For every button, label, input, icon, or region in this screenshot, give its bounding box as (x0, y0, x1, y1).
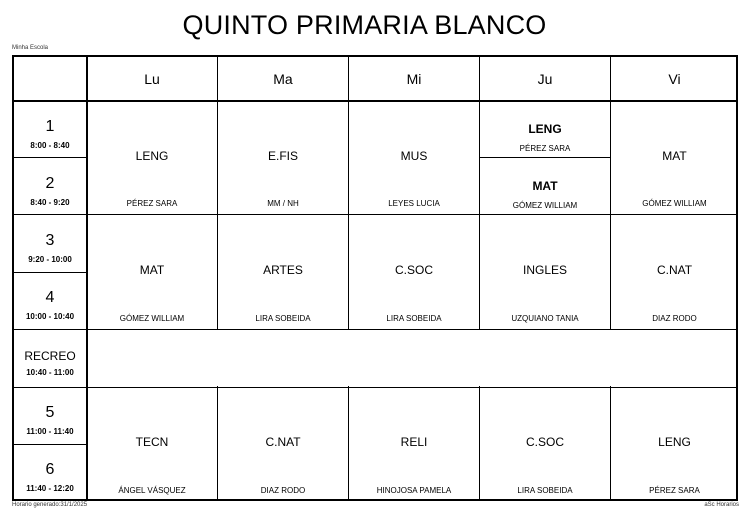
day-header-vi: Vi (668, 70, 681, 87)
teacher: ÁNGEL VÁSQUEZ (118, 486, 186, 495)
recreo-time: 10:40 - 11:00 (26, 368, 74, 377)
lesson-cell (349, 101, 479, 214)
period-4 (14, 289, 86, 322)
lesson-cell (218, 215, 348, 329)
subject: C.SOC (394, 263, 433, 277)
period-number: 3 (45, 232, 55, 249)
period-time: 8:40 - 9:20 (30, 198, 70, 207)
period-time: 11:00 - 11:40 (26, 427, 74, 436)
period-2 (14, 175, 86, 208)
lesson-cell-split-bottom (480, 158, 610, 214)
subject: C.SOC (525, 435, 564, 449)
school-name: Minha Escola (12, 45, 49, 51)
grid-line (14, 272, 86, 273)
period-time: 11:40 - 12:20 (26, 484, 74, 493)
lesson-cell (611, 215, 738, 329)
subject: MUS (400, 149, 428, 163)
teacher: PÉREZ SARA (126, 199, 178, 208)
grid-line (14, 157, 86, 158)
lesson-cell (87, 388, 217, 499)
day-header-ma: Ma (273, 70, 293, 87)
page-title: QUINTO PRIMARIA BLANCO (182, 10, 547, 40)
teacher: HINOJOSA PAMELA (376, 486, 452, 495)
grid-line (14, 444, 86, 445)
timetable-grid (12, 55, 738, 501)
period-3 (14, 232, 86, 265)
teacher: DIAZ RODO (652, 314, 697, 323)
recreo-slot (14, 349, 86, 378)
teacher: GÓMEZ WILLIAM (119, 314, 185, 323)
subject: TECN (135, 435, 169, 449)
teacher: LIRA SOBEIDA (386, 314, 442, 323)
teacher: PÉREZ SARA (649, 486, 700, 495)
subject: ARTES (263, 263, 303, 277)
lesson-cell (480, 215, 610, 329)
teacher: LIRA SOBEIDA (517, 486, 573, 495)
lesson-cell (480, 388, 610, 499)
period-number: 5 (45, 404, 55, 421)
lesson-cell (611, 388, 738, 499)
lesson-cell (349, 388, 479, 499)
subject: C.NAT (265, 435, 301, 449)
brand-note: aSc Horarios (704, 502, 739, 508)
period-number: 6 (45, 461, 55, 478)
subject: MAT (532, 179, 558, 193)
teacher: GÓMEZ WILLIAM (512, 201, 578, 210)
teacher: UZQUIANO TANIA (511, 314, 579, 323)
subject: LENG (528, 122, 562, 136)
subject: LENG (135, 149, 169, 163)
subject: RELI (400, 435, 428, 449)
period-number: 1 (45, 118, 55, 135)
recreo-band (88, 330, 736, 386)
subject: INGLES (522, 263, 567, 277)
teacher: LIRA SOBEIDA (255, 314, 311, 323)
period-number: 2 (45, 175, 55, 192)
subject: LENG (658, 435, 691, 449)
teacher: MM / NH (267, 199, 299, 208)
period-time: 10:00 - 10:40 (25, 312, 75, 321)
lesson-cell (611, 101, 738, 214)
day-header-lu: Lu (144, 70, 160, 87)
subject: MAT (139, 263, 165, 277)
lesson-cell (87, 215, 217, 329)
recreo-label: RECREO (24, 349, 76, 363)
subject: C.NAT (656, 263, 693, 277)
lesson-cell (218, 388, 348, 499)
subject: E.FIS (267, 149, 298, 163)
subject: MAT (662, 149, 687, 163)
period-number: 4 (45, 289, 55, 306)
generated-note: Horario generado:31/1/2025 (12, 502, 88, 508)
lesson-cell (349, 215, 479, 329)
period-6 (14, 461, 86, 494)
teacher: GÓMEZ WILLIAM (642, 199, 707, 208)
period-time: 8:00 - 8:40 (30, 141, 70, 150)
day-header-ju: Ju (537, 70, 553, 87)
period-time: 9:20 - 10:00 (28, 255, 72, 264)
teacher: DIAZ RODO (260, 486, 306, 495)
lesson-cell-split-top (480, 101, 610, 157)
period-1 (14, 118, 86, 151)
lesson-cell (87, 101, 217, 214)
day-header-mi: Mi (406, 70, 422, 87)
period-5 (14, 404, 86, 437)
teacher: LEYES LUCIA (388, 199, 440, 208)
lesson-cell (218, 101, 348, 214)
teacher: PÉREZ SARA (519, 144, 571, 153)
